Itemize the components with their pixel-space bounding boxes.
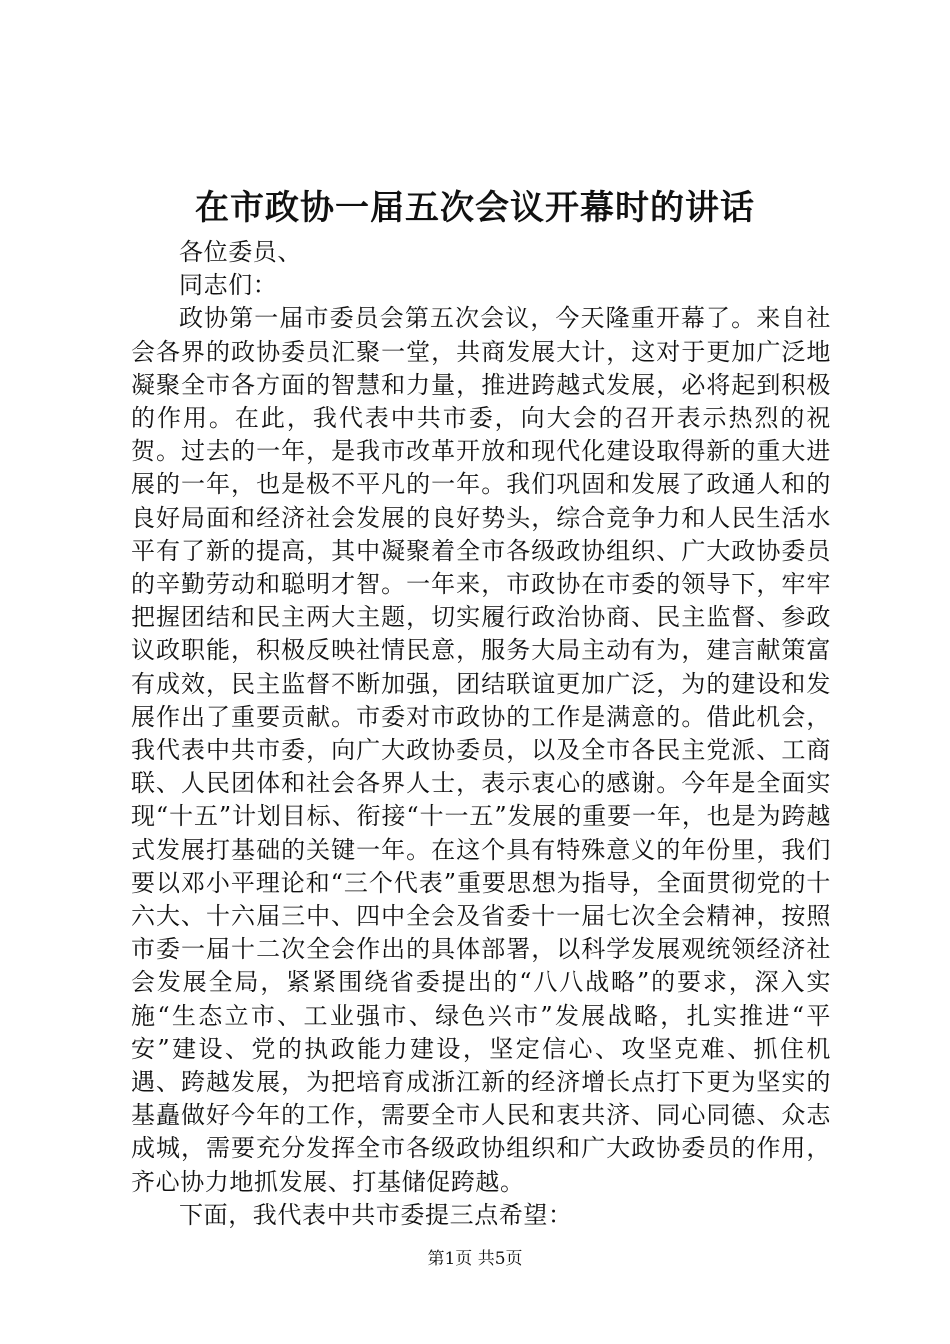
body-paragraph: 下面，我代表中共市委提三点希望： bbox=[179, 1200, 573, 1229]
document-body bbox=[131, 236, 831, 1232]
document-title: 在市政协一届五次会议开幕时的讲话 bbox=[195, 188, 755, 228]
page-number-footer: 第1页 共5页 bbox=[427, 1249, 523, 1269]
salutation-line: 同志们： bbox=[179, 271, 278, 300]
salutation-line: 各位委员、 bbox=[179, 238, 302, 266]
body-paragraph: 政协第一届市委员会第五次会议，今天隆重开幕了。来自社会各界的政协委员汇聚一堂，共商发展大计，这对于更加广泛地凝聚全市各方面的智慧和力量，推进跨越式发展，必将起到积极的作用。在此，我代表中共市委，向大会的召开表示热烈的祝贺。过去的一年，是我市改革开放和现代化建设取得新的重大进展的一年，也是极不平凡的一年。我们巩固和发展了政通人和的良好局面和经济社会发展的良好势头，综合竞争力和人民生活水平有了新的提高，其中凝聚着全市各级政协组织、广大政协委员的辛勤劳动和聪明才智。一年来，市政协在市委的领导下，牢牢把握团结和民主两大主题，切实履行政治协商、民主监督、参政议政职能，积极反映社情民意，服务大局主动有为，建言献策富有成效，民主监督不断加强，团结联谊更加广泛，为的建设和发展作出了重要贡献。市委对市政协的工作是满意的。借此机会，我代表中共市委，向广大政协委员，以及全市各民主党派、工商联、人民团体和社会各界人士，表示衷心的感谢。今年是全面实现“十五”计划目标、衔接“十一五”发展的重要一年，也是为跨越式发展打基础的关键一年。在这个具有特殊意义的年份里，我们要以邓小平理论和“三个代表”重要思想为指导，全面贯彻党的十六大、十六届三中、四中全会及省委十一届七次全会精神，按照市委一届十二次全会作出的具体部署，以科学发展观统领经济社会发展全局，紧紧围绕省委提出的“八八战略”的要求，深入实施“生态立市、工业强市、绿色兴市”发展战略，扎实推进“平安”建设、党的执政能力建设，坚定信心、攻坚克难、抓住机遇、跨越发展，为把培育成浙江新的经济增长点打下更为坚实的基矗做好今年的工作，需要全市人民和衷共济、同心同德、众志成城，需要充分发挥全市各级政协组织和广大政协委员的作用，齐心协力地抓发展、打基储促跨越。 bbox=[131, 304, 831, 1196]
